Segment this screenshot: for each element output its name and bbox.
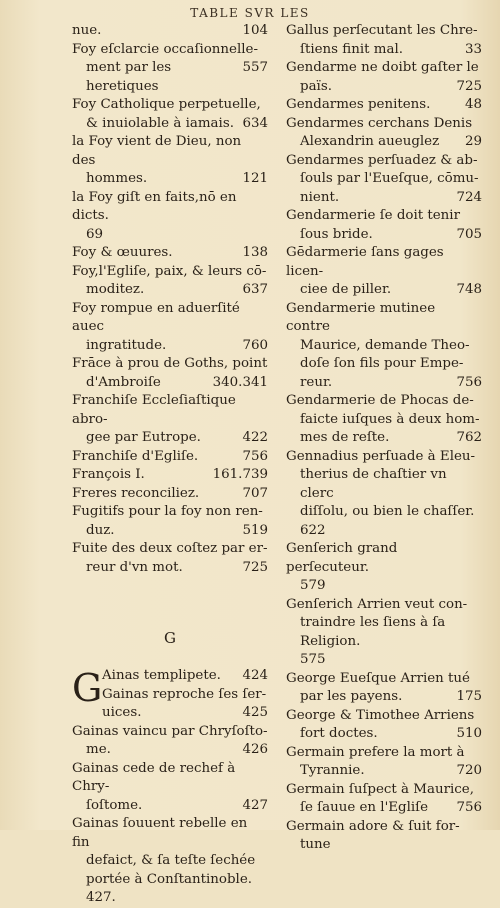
index-entry (286, 96, 482, 115)
entry-line (286, 707, 482, 726)
entry-text: Gainas ſouuent rebelle en fin (72, 816, 248, 850)
entry-line (286, 688, 482, 707)
page-number: 725 (242, 559, 268, 575)
entry-text: ſe ſauue en l'Egliſe (300, 800, 429, 815)
entry-line (286, 762, 482, 781)
entry-line (286, 411, 482, 430)
entry-line (286, 133, 482, 152)
entry-text: Franchiſe Eccleſiaſtique abro- (72, 393, 236, 427)
page-number: 756 (456, 374, 482, 390)
entry-line (286, 577, 482, 596)
index-entry (72, 300, 268, 356)
page-number: 427. (86, 890, 116, 905)
entry-line (286, 818, 482, 837)
entry-line (286, 596, 482, 615)
page-number: 425 (242, 705, 268, 720)
entry-line (286, 281, 482, 300)
page-number: 760 (242, 337, 268, 353)
entry-text: moditez. (86, 282, 145, 297)
entry-text: Gendarmes perſuadez & ab- (286, 152, 478, 168)
entry-text: ſouls par l'Eueſque, cōmu- (300, 171, 479, 186)
entry-text: Gennadius perſuade à Eleu- (286, 448, 476, 464)
entry-text: Foy rompue en aduerſité auec (72, 300, 240, 334)
entry-text: & inuiolable à iamais. (86, 115, 234, 131)
entry-text: fort doctes. (300, 726, 378, 741)
index-entry (286, 744, 482, 781)
page-number: 637 (242, 282, 268, 297)
entry-text: diſſolu, ou bien le chaſſer. (300, 504, 475, 519)
index-entry (286, 22, 482, 59)
entry-line (72, 133, 268, 170)
entry-text: gee par Eutrope. (86, 430, 201, 445)
entry-line (102, 704, 268, 723)
entry-line (72, 170, 268, 189)
index-entry (72, 189, 268, 245)
entry-text: traindre les ſiens à ſa Religion. (300, 615, 446, 649)
page-number: 724 (456, 189, 482, 205)
entry-text: Germain prefere la mort à (286, 744, 465, 760)
entry-line (72, 355, 268, 374)
entry-line (72, 189, 268, 226)
entry-line (286, 96, 482, 115)
entry-text: uices. (102, 705, 142, 720)
entry-line (72, 41, 268, 60)
entry-line (72, 522, 268, 541)
page-number: 622 (300, 522, 326, 538)
entry-text: Gendarme ne doibt gaſter le (286, 60, 479, 75)
entry-line (72, 429, 268, 448)
entry-line (286, 392, 482, 411)
entry-line (286, 799, 482, 818)
page-number: 48 (464, 97, 482, 112)
page-number: 121 (242, 171, 268, 186)
index-entry (286, 818, 482, 855)
entry-line (286, 466, 482, 503)
entry-text: Gendarmes penitens. (286, 97, 431, 112)
entry-line (72, 226, 268, 245)
entry-text: George Eueſque Arrien tué (286, 670, 470, 686)
entry-text: mes de reſte. (300, 430, 390, 445)
page-number: 575 (300, 652, 326, 667)
entry-text: George & Timothee Arriens (286, 707, 475, 723)
right-column (286, 22, 482, 855)
left-f-entries (72, 22, 268, 577)
entry-line (72, 871, 268, 890)
entry-line (286, 78, 482, 97)
page-number: 424 (242, 668, 268, 683)
entry-line (286, 670, 482, 689)
page-number: 756 (242, 448, 268, 464)
entry-line (72, 540, 268, 559)
page-number: 748 (456, 282, 482, 297)
entry-line (72, 466, 268, 485)
page-number: 175 (456, 689, 482, 704)
index-entry (72, 723, 268, 760)
entry-line (286, 374, 482, 393)
entry-line (286, 744, 482, 763)
entry-text: d'Ambroiſe (86, 374, 161, 390)
entry-text: Maurice, demande Theo- (300, 337, 470, 353)
entry-line (286, 207, 482, 226)
page-number: 707 (242, 485, 268, 501)
page-number: 161.739 (212, 467, 268, 482)
entry-text: Gēdarmerie ſans gages licen- (286, 245, 444, 279)
page-number: 427 (242, 797, 268, 813)
page-number: 510 (456, 726, 482, 741)
index-entry (72, 540, 268, 577)
index-entry (286, 540, 482, 596)
section-heading-g: G (164, 629, 176, 647)
entry-text: ciee de piller. (300, 282, 392, 297)
index-entry (72, 448, 268, 467)
entry-text: Franchiſe d'Egliſe. (72, 448, 199, 464)
entry-text: Gallus perſecutant les Chre- (286, 23, 478, 38)
entry-text: Germain adore & ſuit for- (286, 818, 460, 834)
entry-line (72, 263, 268, 282)
entry-line (286, 781, 482, 800)
index-entry (286, 707, 482, 744)
index-entry (72, 503, 268, 540)
entry-line (286, 522, 482, 541)
entry-text: Foy & œuures. (72, 245, 173, 260)
entry-line (286, 503, 482, 522)
entry-line (72, 797, 268, 816)
page-number: 519 (242, 522, 268, 538)
entry-text: ſoſtome. (86, 797, 143, 813)
entry-line (72, 889, 268, 908)
entry-text: François I. (72, 467, 145, 482)
entry-line (72, 760, 268, 797)
entry-line (72, 559, 268, 578)
entry-text: ſtiens finit mal. (300, 41, 403, 57)
entry-text: Frāce à prou de Goths, point (72, 356, 268, 371)
index-entry (72, 133, 268, 189)
index-entry (286, 115, 482, 152)
page-number: 426 (242, 742, 268, 757)
page-number: 138 (242, 245, 268, 260)
entry-text: Tyrannie. (300, 763, 365, 778)
index-entry (72, 485, 268, 504)
index-entry (72, 263, 268, 300)
entry-text: nient. (300, 189, 340, 205)
index-entry (286, 448, 482, 541)
entry-line (72, 815, 268, 852)
index-entry (72, 355, 268, 392)
index-entry (72, 815, 268, 908)
entry-text: Gendarmerie mutinee contre (286, 300, 436, 334)
entry-text: Foy eſclarcie occaſionnelle- (72, 41, 258, 57)
running-header: TABLE SVR LES (190, 6, 310, 20)
entry-text: Gendarmes cerchans Denis (286, 115, 473, 131)
entry-line (286, 59, 482, 78)
index-entry (286, 59, 482, 96)
entry-line (72, 741, 268, 760)
entry-text: Gainas vaincu par Chryſoſto- (72, 723, 268, 739)
entry-text: portée à Conſtantinoble. (86, 871, 253, 887)
index-entry (72, 22, 268, 41)
page-number: 33 (464, 41, 482, 57)
right-g-entries (286, 22, 482, 855)
entry-line (286, 41, 482, 60)
entry-text: Genſerich Arrien veut con- (286, 596, 468, 612)
page-number: 579 (300, 578, 326, 593)
index-entry (286, 300, 482, 393)
entry-text: Germain ſuſpect à Maurice, (286, 781, 474, 797)
entry-line (286, 244, 482, 281)
entry-text: Foy Catholique perpetuelle, (72, 97, 261, 112)
entry-line (72, 281, 268, 300)
entry-line (72, 374, 268, 393)
entry-text: hommes. (86, 171, 148, 186)
entry-text: Genſerich grand perſecuteur. (286, 541, 398, 575)
page-number: 104 (242, 23, 268, 38)
page-number: 557 (242, 60, 268, 75)
entry-line (72, 392, 268, 429)
index-entry (286, 596, 482, 670)
index-entry (72, 466, 268, 485)
entry-line (72, 503, 268, 522)
entry-text: doſe ſon fils pour Empe- (300, 356, 464, 371)
entry-line (102, 686, 268, 705)
entry-line (286, 540, 482, 577)
entry-text: duz. (86, 522, 115, 538)
entry-text: Ainas templipete. (102, 668, 221, 683)
index-entry (72, 96, 268, 133)
page-number: 422 (242, 430, 268, 445)
entry-line (286, 429, 482, 448)
entry-line (286, 300, 482, 337)
entry-line (286, 189, 482, 208)
page-number: 762 (456, 430, 482, 445)
page-number: 720 (456, 763, 482, 778)
entry-text: Freres reconciliez. (72, 485, 200, 501)
entry-text: ſous bride. (300, 226, 373, 242)
entry-text: Gendarmerie ſe doit tenir (286, 208, 460, 223)
entry-line (286, 614, 482, 651)
index-entry (286, 207, 482, 244)
index-entry (286, 781, 482, 818)
page-number: 756 (456, 800, 482, 815)
entry-text: reur. (300, 374, 333, 390)
entry-line (72, 96, 268, 115)
entry-line (286, 170, 482, 189)
entry-text: reur d'vn mot. (86, 559, 183, 575)
index-entry (286, 244, 482, 300)
entry-text: ment par les heretiques (86, 60, 172, 94)
entry-line (72, 300, 268, 337)
index-entry (286, 152, 482, 208)
entry-line (286, 115, 482, 134)
entry-text: la Foy vient de Dieu, non des (72, 134, 242, 168)
page-number: 705 (456, 226, 482, 242)
drop-cap-initial: G (72, 666, 103, 710)
entry-text: tune (300, 837, 331, 852)
entry-line (72, 723, 268, 742)
entry-text: Alexandrin aueuglez (300, 134, 440, 149)
index-entry (72, 392, 268, 448)
index-entry (72, 667, 268, 723)
entry-line (72, 448, 268, 467)
index-entry (72, 244, 268, 263)
entry-line (72, 244, 268, 263)
entry-line (72, 337, 268, 356)
page-number: 29 (464, 134, 482, 149)
entry-line (286, 355, 482, 374)
entry-text: ingratitude. (86, 337, 167, 353)
entry-text: païs. (300, 78, 332, 94)
entry-line (72, 59, 268, 96)
index-entry (72, 760, 268, 816)
entry-line (102, 667, 268, 686)
entry-line (286, 651, 482, 670)
entry-text: Foy,l'Egliſe, paix, & leurs cō- (72, 263, 267, 279)
page-number: 340.341 (212, 374, 268, 390)
entry-line (286, 836, 482, 855)
left-g-entries (72, 667, 268, 908)
index-entry (286, 670, 482, 707)
page-number: 725 (456, 78, 482, 94)
entry-line (286, 152, 482, 171)
entry-line (286, 226, 482, 245)
entry-text: par les payens. (300, 689, 403, 704)
index-entry (286, 392, 482, 448)
entry-text: me. (86, 742, 111, 757)
entry-text: Gainas reproche ſes ſer- (102, 686, 267, 702)
entry-line (72, 22, 268, 41)
entry-text: Fugitifs pour la foy non ren- (72, 504, 263, 519)
entry-text: Gainas cede de rechef à Chry- (72, 760, 236, 794)
entry-line (286, 22, 482, 41)
entry-text: therius de chaſtier vn clerc (300, 467, 447, 501)
entry-text: faicte iuſques à deux hom- (300, 411, 480, 427)
entry-line (286, 448, 482, 467)
left-column (72, 22, 268, 908)
index-entry (72, 41, 268, 97)
entry-line (72, 485, 268, 504)
entry-line (286, 337, 482, 356)
entry-line (72, 852, 268, 871)
entry-text: nue. (72, 23, 102, 38)
entry-line (286, 725, 482, 744)
entry-line (72, 115, 268, 134)
entry-text: la Foy giſt en faits,nō en dicts. (72, 189, 237, 223)
page-number: 634 (242, 115, 268, 131)
entry-text: Fuite des deux coſtez par er- (72, 541, 268, 556)
page-number: 69 (86, 226, 104, 242)
entry-text: defaict, & ſa teſte ſechée (86, 853, 256, 868)
entry-text: Gendarmerie de Phocas de- (286, 393, 474, 408)
